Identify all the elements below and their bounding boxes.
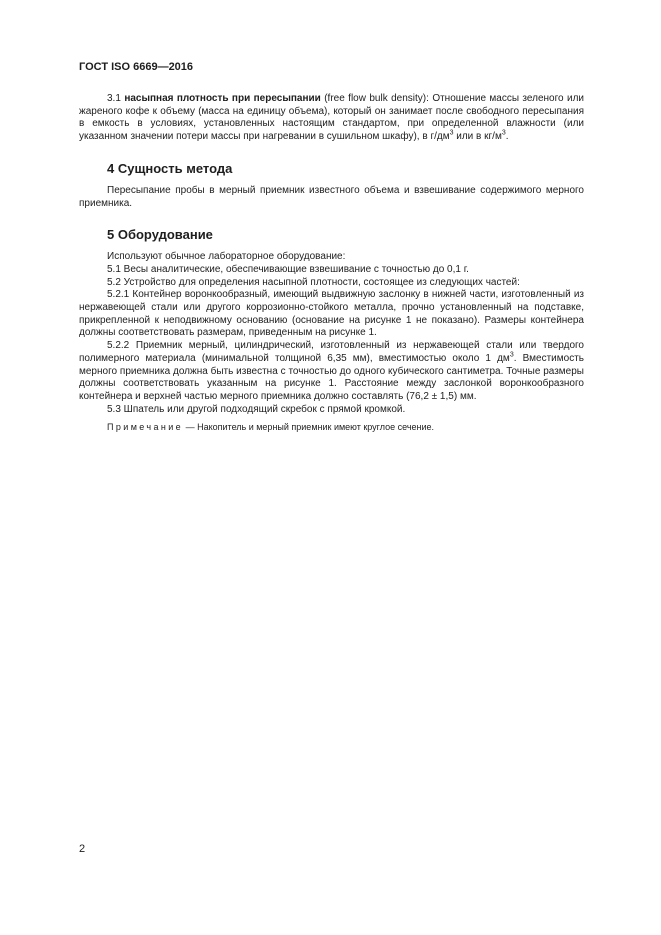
paragraph-text-cont: . Вместимость мерного приемника должна быть известна с точностью до одного кубического сантиметра. Точные размеры должны соответствовать указанным на рисунке 1. Расстояние между заслонкой воронкообразного контейнера и верхней частью мерного приемника должно составлять (76,2 ± 1,5) мм. <box>79 352 584 402</box>
term: насыпная плотность при пересыпании <box>124 93 321 104</box>
section-5-intro: Используют обычное лабораторное оборудование: <box>107 251 346 263</box>
paragraph-5-1: 5.1 Весы аналитические, обеспечивающие взвешивание с точностью до 0,1 г. <box>107 263 469 275</box>
clause-number: 3.1 <box>107 93 121 104</box>
definition-text-mid: или в кг/м <box>453 131 502 143</box>
term-english: (free flow bulk density): <box>324 93 429 104</box>
page-number: 2 <box>79 843 86 855</box>
section-4-heading: 4 Сущность метода <box>107 160 233 176</box>
paragraph-3-1 <box>79 93 584 144</box>
paragraph-text: 5.2.2 Приемник мерный, цилиндрический, изготовленный из нержавеющей стали или твердого полимерного материала (минимальной толщиной 6,35 мм), вместимостью около 1 дм <box>79 340 584 364</box>
section-5-heading: 5 Оборудование <box>107 227 213 243</box>
paragraph-5-3: 5.3 Шпатель или другой подходящий скребок с прямой кромкой. <box>107 403 406 415</box>
note <box>79 421 584 433</box>
definition-end: . <box>505 131 509 143</box>
paragraph-5-2: 5.2 Устройство для определения насыпной плотности, состоящее из следующих частей: <box>107 276 520 288</box>
note-label: Примечание <box>107 422 184 433</box>
definition-text: Отношение массы зеленого или жареного кофе к объему (масса на единицу объема), который он занимает после свободного пересыпания в емкость в условиях, установленных настоящим стандартом, при определенной влажности (или указанном значении потери массы при нагревании в сушильном шкафу), в г/дм <box>79 93 585 143</box>
note-text: — Накопитель и мерный приемник имеют круглое сечение. <box>183 422 435 433</box>
paragraph-5-2-2 <box>79 340 584 404</box>
standard-header: ГОСТ ISO 6669—2016 <box>79 61 194 73</box>
section-4-text: Пересыпание пробы в мерный приемник известного объема и взвешивание содержимого мерного приемника. <box>79 184 584 209</box>
superscript: 3 <box>509 351 514 359</box>
superscript: 3 <box>449 129 454 137</box>
paragraph-5-2-1: 5.2.1 Контейнер воронкообразный, имеющий выдвижную заслонку в нижней части, изготовленный из нержавеющей стали или другого коррозионно-стойкого металла, прочно установленный на подставке, прикрепленной к неподвижному основанию (основание на рисунке 1 не показано). Размеры контейнера должны соответствовать размерам, приведенным на рисунке 1. <box>79 289 584 339</box>
document-body <box>79 93 584 433</box>
superscript: 3 <box>501 129 506 137</box>
